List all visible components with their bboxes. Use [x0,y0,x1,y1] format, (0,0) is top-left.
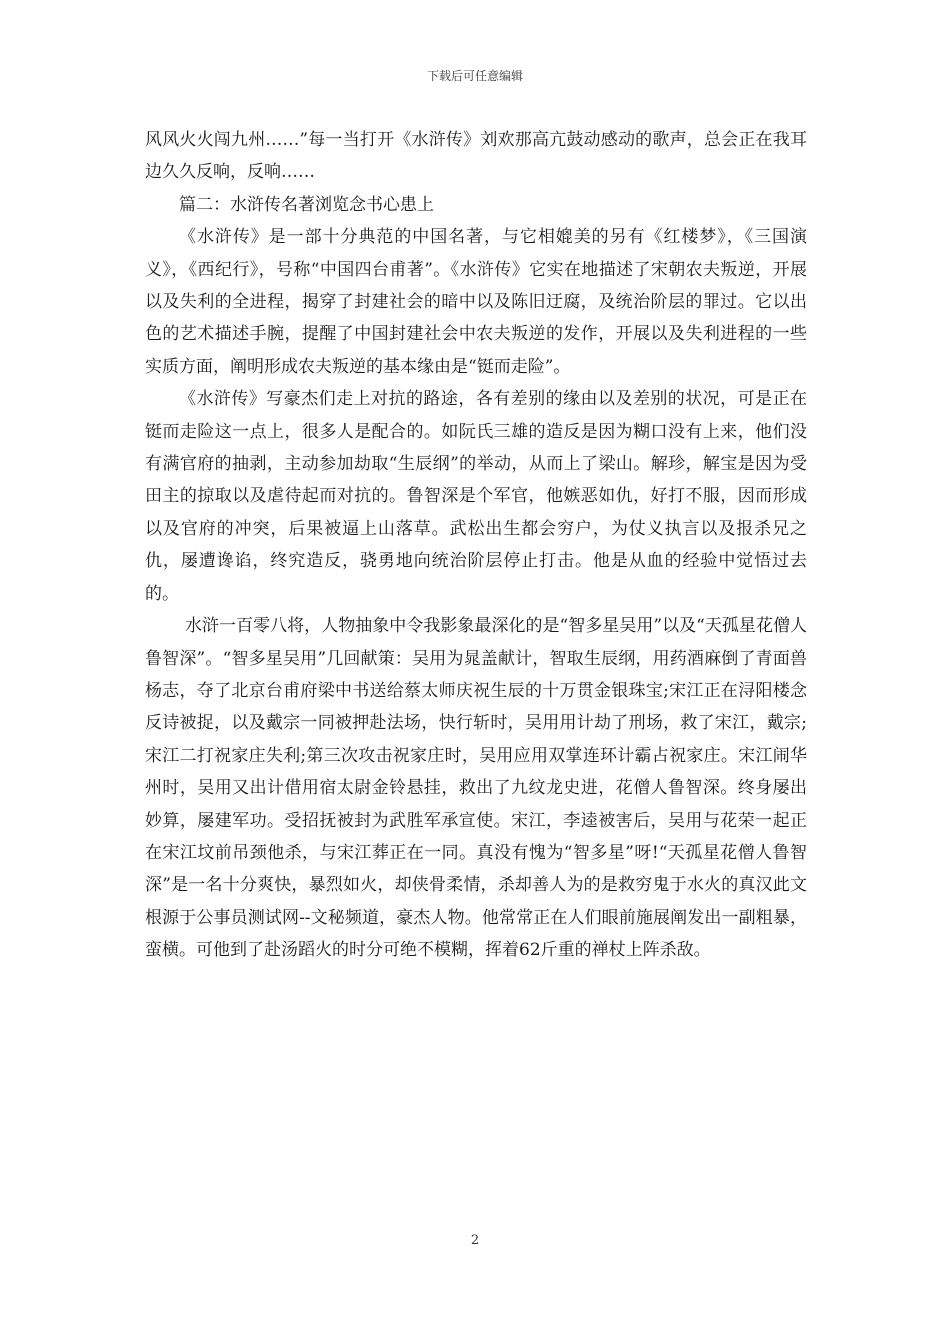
page-number: 2 [470,1233,480,1248]
section-heading: 篇二：水浒传名著浏览念书心患上 [179,194,434,215]
paragraph-heroes: 《水浒传》写豪杰们走上对抗的路途，各有差别的缘由以及差别的状况，可是正在铤而走险这一点上，很多人是配合的。如阮氏三雄的造反是因为糊口没有上来，他们没有满官府的抽剥，主动参加劫取“生辰纲”的举动，从而上了梁山。解珍，解宝是因为受田主的掠取以及虐待起而对抗的。鲁智深是个军官，他嫉恶如仇，好打不服，因而形成以及官府的冲突，后果被逼上山落草。武松出生都会穷户，为仗义执言以及报杀兄之仇，屡遭谗谄，终究造反，骁勇地向统治阶层停止打击。他是从血的经验中觉悟过去的。 [145,389,807,604]
paragraph-characters: 水浒一百零八将，人物抽象中令我影象最深化的是“智多星吴用”以及“天孤星花僧人鲁智深”。“智多星吴用”几回献策：吴用为晁盖献计，智取生辰纲，用药酒麻倒了青面兽杨志，夺了北京台甫府梁中书送给蔡太师庆祝生辰的十万贯金银珠宝;宋江正在浔阳楼念反诗被捉，以及戴宗一同被押赴法场，快行斩时，吴用用计劫了刑场，救了宋江，戴宗;宋江二打祝家庄失利;第三次攻击祝家庄时，吴用应用双掌连环计霸占祝家庄。宋江闹华州时，吴用又出计借用宿太尉金铃悬挂，救出了九纹龙史进，花僧人鲁智深。终身屡出妙算，屡建军功。受招抚被封为武胜军承宣使。宋江，李逵被害后，吴用与花荣一起正在宋江坟前吊颈他杀，与宋江葬正在一同。真没有愧为“智多星”呀!“天孤星花僧人鲁智深”是一名十分爽快，暴烈如火，却侠骨柔情，杀却善人为的是救穷鬼于水火的真汉此文根源于公事员测试网--文秘频道，豪杰人物。他常常正在人们眼前施展阐发出一副粗暴，蛮横。可他到了赴汤蹈火的时分可绝不模糊，挥着62斤重的禅杖上阵杀敌。 [145,616,807,961]
paragraph-lyrics: 风风火火闯九州……”每一当打开《水浒传》刘欢那高亢鼓动感动的歌声，总会正在我耳边久久反响，反响…… [145,130,807,183]
paragraph-intro: 《水浒传》是一部十分典范的中国名著，与它相媲美的另有《红楼梦》，《三国演义》，《西纪行》，号称“中国四台甫著”。《水浒传》它实在地描述了宋朝农夫叛逆，开展以及失利的全进程，揭穿了封建社会的暗中以及陈旧迂腐，及统治阶层的罪过。它以出色的艺术描述手腕，提醒了中国封建社会中农夫叛逆的发作，开展以及失利进程的一些实质方面，阐明形成农夫叛逆的基本缘由是“铤而走险”。 [145,227,807,377]
page-header: 下载后可任意编辑 [426,69,523,83]
body-text [145,124,807,967]
